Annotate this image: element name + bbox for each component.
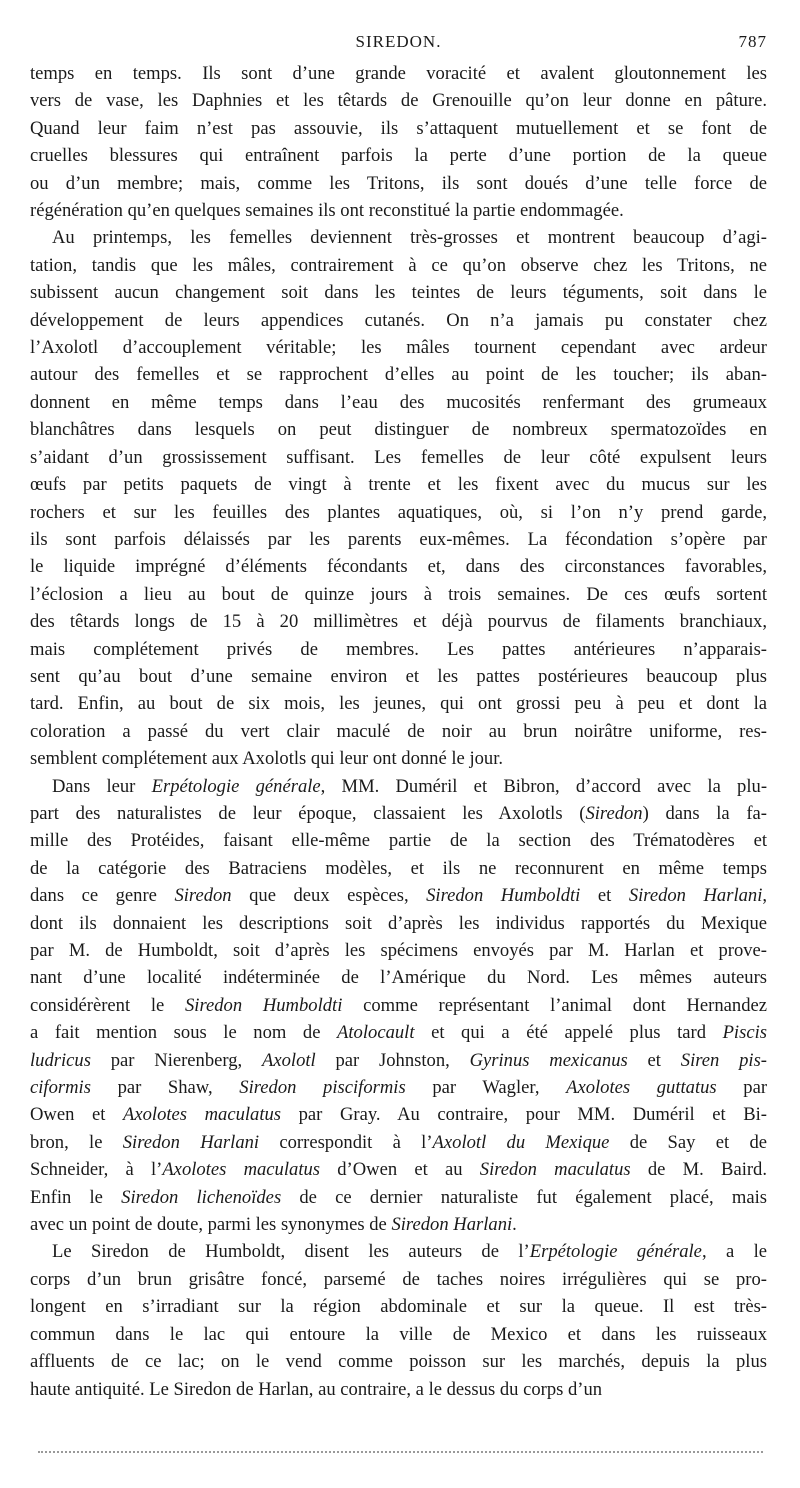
text-line: régénération qu’en quelques semaines ils ont reconstitué la partie endommagée.	[30, 200, 624, 222]
text-line: le liquide imprégné d’éléments fécondants et, dans des circonstances favorables,	[30, 556, 767, 578]
text-line: l’éclosion a lieu au bout de quinze jours à trois semaines. De ces œufs sortent	[30, 583, 767, 605]
text-line: par M. de Humboldt, soit d’après les spécimens envoyés par M. Harlan et prove-	[30, 940, 767, 961]
text-line: développement de leurs appendices cutanés. On n’a jamais pu constater chez	[30, 309, 767, 331]
text-line: subissent aucun changement soit dans les teintes de leurs téguments, soit dans le	[30, 282, 767, 304]
text-line: nant d’une localité indéterminée de l’Amérique du Nord. Les mêmes auteurs	[30, 967, 767, 989]
text-line: de la catégorie des Batraciens modèles, et ils ne reconnurent en même temps	[30, 857, 767, 879]
text-line: mais complétement privés de membres. Les pattes antérieures n’apparais-	[30, 638, 767, 660]
text-line: des têtards longs de 15 à 20 millimètres et déjà pourvus de filaments branchiaux,	[30, 611, 767, 633]
text-line: ludricus par Nierenberg, Axolotl par Johnston, Gyrinus mexicanus et Siren pis-	[30, 1049, 767, 1071]
text-line: a fait mention sous le nom de Atolocault et qui a été appelé plus tard Piscis	[30, 1022, 767, 1044]
text-line: mille des Protéides, faisant elle-même partie de la section des Trématodères et	[30, 830, 767, 852]
text-line: Le Siredon de Humboldt, disent les auteurs de l’Erpétologie générale, a le	[52, 1241, 768, 1263]
text-line: l’Axolotl d’accouplement véritable; les mâles tournent cependant avec ardeur	[30, 337, 767, 359]
footer-rule	[38, 1448, 763, 1453]
text-line: dont ils donnaient les descriptions soit d’après les individus rapportés du Mexique	[30, 912, 767, 934]
text-line: blanchâtres dans lesquels on peut distinguer de nombreux spermatozoïdes en	[30, 419, 767, 441]
text-line: ou d’un membre; mais, comme les Tritons, ils sont doués d’une telle force de	[30, 172, 767, 194]
text-line: rochers et sur les feuilles des plantes aquatiques, où, si l’on n’y prend garde,	[30, 501, 767, 523]
text-line: bron, le Siredon Harlani correspondit à l’Axolotl du Mexique de Say et de	[30, 1131, 768, 1153]
text-line: avec un point de doute, parmi les synonymes de Siredon Harlani.	[30, 1214, 517, 1236]
text-line: commun dans le lac qui entoure la ville de Mexico et dans les ruisseaux	[30, 1323, 767, 1345]
text-line: corps d’un brun grisâtre foncé, parsemé de taches noires irrégulières qui se pro-	[30, 1268, 767, 1290]
text-line: haute antiquité. Le Siredon de Harlan, au contraire, a le dessus du corps d’un	[30, 1378, 603, 1400]
text-line: coloration a passé du vert clair maculé de noir au brun noirâtre uniforme, res-	[30, 720, 767, 742]
text-line: affluents de ce lac; on le vend comme poisson sur les marchés, depuis la plus	[30, 1351, 767, 1373]
text-line: Quand leur faim n’est pas assouvie, ils s’attaquent mutuellement et se font de	[30, 117, 767, 139]
text-line: considérèrent le Siredon Humboldti comme représentant l’animal dont Hernandez	[30, 994, 768, 1016]
text-line: cruelles blessures qui entraînent parfois la perte d’une portion de la queue	[30, 145, 767, 167]
text-line: Enfin le Siredon lichenoïdes de ce dernier naturaliste fut également placé, mais	[30, 1186, 767, 1208]
text-line: ils sont parfois délaissés par les parents eux-mêmes. La fécondation s’opère par	[30, 528, 767, 550]
text-line: Owen et Axolotes maculatus par Gray. Au contraire, pour MM. Duméril et Bi-	[30, 1104, 768, 1126]
text-line: tard. Enfin, au bout de six mois, les jeunes, qui ont grossi peu à peu et dont la	[30, 693, 767, 715]
body-text	[30, 60, 767, 1403]
text-line: tation, tandis que les mâles, contrairement à ce qu’on observe chez les Tritons, ne	[30, 254, 767, 276]
text-line: part des naturalistes de leur époque, classaient les Axolotls (Siredon) dans la fa-	[30, 802, 767, 824]
running-title: SIREDON.	[355, 32, 442, 51]
text-line: semblent complétement aux Axolotls qui leur ont donné le jour.	[30, 748, 504, 770]
running-header	[30, 32, 767, 54]
text-line: vers de vase, les Daphnies et les têtards de Grenouille qu’on leur donne en pâture.	[30, 90, 767, 112]
text-line: Au printemps, les femelles deviennent très-grosses et montrent beaucoup d’agi-	[52, 227, 767, 249]
text-line: Dans leur Erpétologie générale, MM. Duméril et Bibron, d’accord avec la plu-	[52, 775, 768, 797]
text-line: longent en s’irradiant sur la région abdominale et sur la queue. Il est très-	[30, 1296, 767, 1318]
text-line: ciformis par Shaw, Siredon pisciformis par Wagler, Axolotes guttatus par	[30, 1077, 768, 1099]
text-line: sent qu’au bout d’une semaine environ et les pattes postérieures beaucoup plus	[30, 665, 767, 687]
text-line: autour des femelles et se rapprochent d’elles au point de les toucher; ils aban-	[30, 364, 767, 386]
page-number: 787	[738, 32, 767, 51]
text-line: donnent en même temps dans l’eau des mucosités renfermant des grumeaux	[30, 391, 767, 413]
text-line: s’aidant d’un grossissement suffisant. Les femelles de leur côté expulsent leurs	[30, 446, 767, 468]
text-line: dans ce genre Siredon que deux espèces, Siredon Humboldti et Siredon Harlani,	[30, 885, 768, 907]
text-line: œufs par petits paquets de vingt à trente et les fixent avec du mucus sur les	[30, 474, 767, 496]
text-line: temps en temps. Ils sont d’une grande voracité et avalent gloutonnement les	[30, 63, 767, 84]
text-line: Schneider, à l’Axolotes maculatus d’Owen et au Siredon maculatus de M. Baird.	[30, 1159, 767, 1181]
